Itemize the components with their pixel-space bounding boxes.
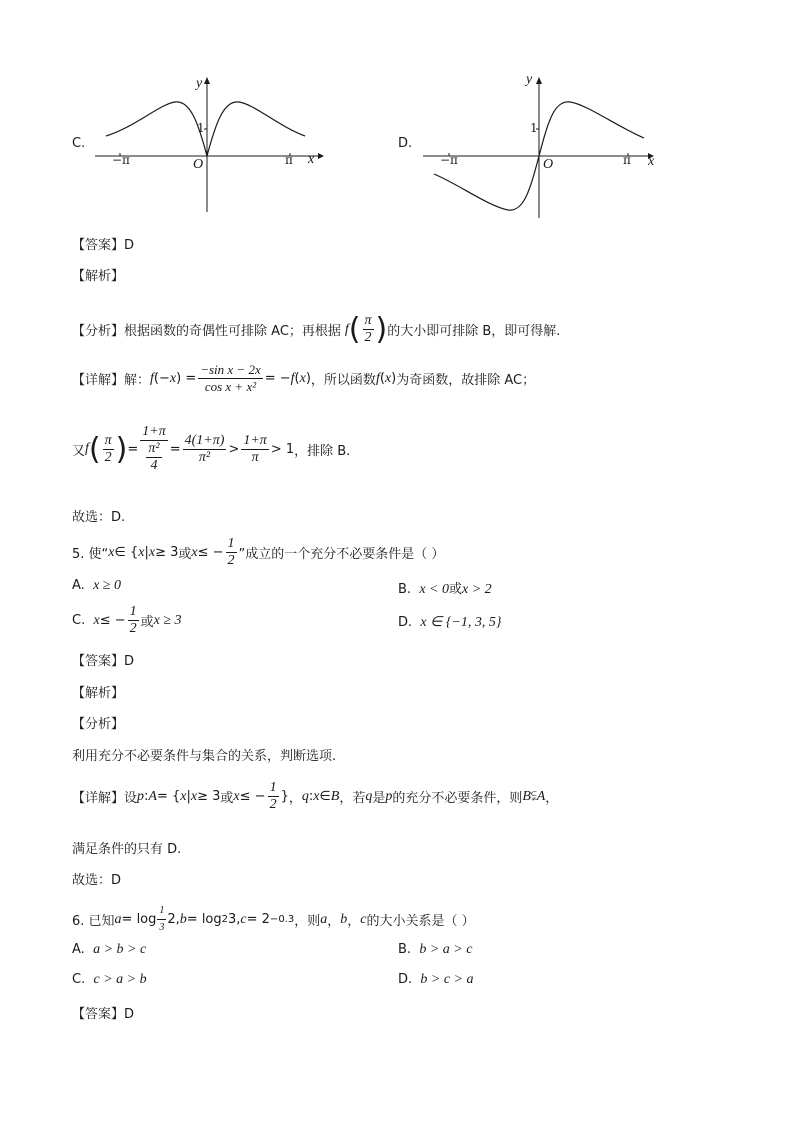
- fenxi-tag: 【分析】: [72, 324, 125, 339]
- q4-fenxi: 【分析】 根据函数的奇偶性可排除 AC；再根据 f ( $\frac{\pi}{2}$ ) 的大小即可排除 B，即可得解.: [72, 312, 561, 347]
- graph-c-y-label: y: [196, 76, 203, 91]
- q6-stem: 6. 已知 a = log $\frac{1}{3}$ 2, b = log 2 3, c = 2 −0.3 ，则 a ， b ， c 的大小关系是（ ）: [72, 905, 475, 933]
- q5-detail: 【详解】 设 p : A = { x | x ≥ 3 或 x ≤ − $\frac{1}{2}$ } ， q : x ∈ B ，若 q 是 p 的充分不必要条件，则 B ⫋ A ，: [72, 780, 559, 812]
- q4-detail: 【详解】 解： f (− x ) = $\frac{\text{−sin x − 2x}}{\text{cos x + x²}}$ = − f ( x ) ，所以函数 f ( x ) 为奇函数，故排除 AC；: [72, 362, 536, 394]
- graph-d-pi-label: π: [623, 153, 631, 167]
- q5-stem: 5. 使“ x ∈ { x | x ≥ 3 或 x ≤ − $\frac{1}{2}$ ”成立的一个充分不必要条件是（ ）: [72, 536, 445, 568]
- q6-option-b: B. b > a > c: [398, 942, 473, 957]
- detail-c: 为奇函数，故排除 AC；: [396, 373, 536, 388]
- q4-compare: 又 f ( $\frac{\pi}{2}$ ) = $\frac{1+\pi}{\frac{\text{π²}}{4}}$ = $\frac{4(1+\pi)}{\text{π²}}$ > $\frac{1+\pi}{\pi}$ > 1 ，排除 B.: [72, 424, 351, 473]
- q5-detail-conclusion: 满足条件的只有 D.: [72, 842, 182, 857]
- graph-c-x-label: x: [308, 152, 315, 167]
- exclude-b: ，排除 B.: [294, 443, 351, 459]
- graph-d: [418, 72, 663, 222]
- q5-option-d: D. x ∈ {−1, 3, 5}: [398, 615, 502, 630]
- q5-fenxi-tag: 【分析】: [72, 717, 125, 732]
- graph-d-y-label: y: [526, 72, 533, 87]
- q6-option-d: D. b > c > a: [398, 972, 474, 987]
- q5-fenxi-text: 利用充分不必要条件与集合的关系，判断选项.: [72, 749, 337, 764]
- q5-choose: 故选：D: [72, 873, 122, 888]
- option-c-label: C.: [72, 136, 86, 151]
- graph-c: [90, 72, 330, 217]
- graph-d-origin-label: O: [543, 157, 554, 172]
- graph-d-y-arrow: [536, 77, 542, 84]
- q4-analysis-tag: 【解析】: [72, 269, 125, 284]
- you-word: 又: [72, 443, 86, 459]
- q6-option-c: C. c > a > b: [72, 972, 147, 987]
- q5-option-c: C. x ≤ − $\frac{1}{2}$ 或 x ≥ 3: [72, 604, 182, 636]
- graph-c-neg-pi-label: −π: [112, 153, 130, 167]
- q4-answer: [72, 234, 134, 253]
- q6-option-a: A. a > b > c: [72, 942, 147, 957]
- q5-analysis-tag: 【解析】: [72, 686, 125, 701]
- answer-value: D: [124, 238, 135, 253]
- graph-c-y-arrow: [204, 77, 210, 84]
- graph-d-one-label: 1: [530, 121, 538, 135]
- graph-c-pi-label: π: [285, 153, 293, 167]
- detail-b: ，所以函数: [310, 373, 376, 388]
- graph-d-neg-pi-label: −π: [440, 153, 458, 167]
- q5-stem-b: ”成立的一个充分不必要条件是（ ）: [238, 547, 445, 562]
- detail-tag: 【详解】: [72, 373, 125, 388]
- q5-option-a: A. x ≥ 0: [72, 578, 121, 593]
- option-d-label: D.: [398, 136, 413, 151]
- q6-answer: 【答案】D: [72, 1007, 135, 1022]
- q5-stem-a: 5. 使“: [72, 547, 109, 562]
- q5-option-b: B. x < 0或x > 2: [398, 582, 492, 597]
- detail-a: 解：: [124, 373, 151, 388]
- answer-tag: 【答案】: [72, 238, 125, 253]
- q5-answer: 【答案】D: [72, 654, 135, 669]
- graph-c-one-label: 1: [197, 121, 205, 135]
- graph-d-x-label: x: [648, 154, 655, 169]
- graph-c-x-arrow: [318, 153, 324, 159]
- fenxi-text-b: 的大小即可排除 B，即可得解.: [387, 324, 561, 339]
- q4-choose: 故选：D.: [72, 510, 126, 525]
- fenxi-text-a: 根据函数的奇偶性可排除 AC；再根据: [124, 324, 341, 339]
- graph-c-origin-label: O: [193, 157, 204, 172]
